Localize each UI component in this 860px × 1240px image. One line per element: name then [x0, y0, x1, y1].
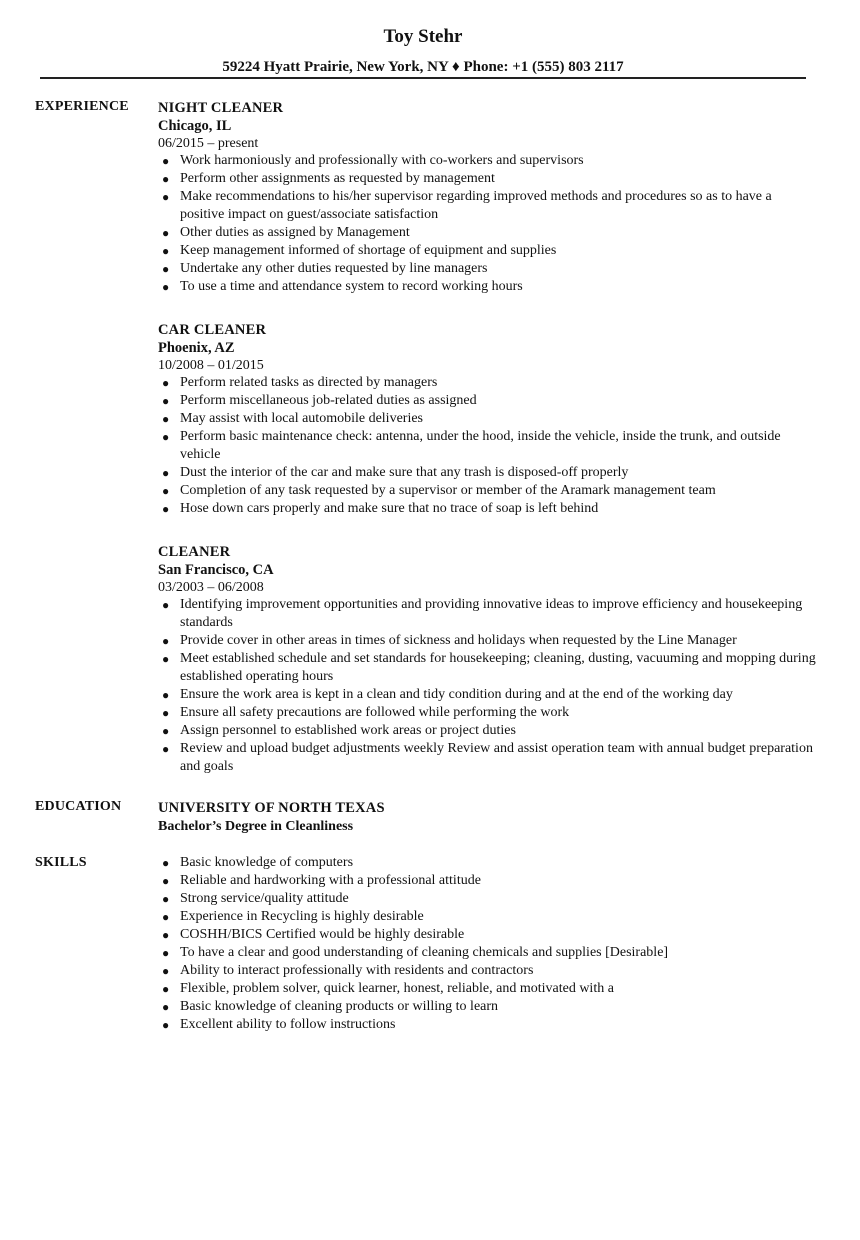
job-duties [158, 374, 818, 518]
list-item: ● Excellent ability to follow instructions [162, 1017, 396, 1032]
list-item: ● Meet established schedule and set standards for housekeeping; cleaning, dusting, vacuuming and mopping during established operating hours [162, 651, 816, 684]
bullet-icon: ● [162, 484, 170, 498]
list-item: ● Keep management informed of shortage of equipment and supplies [162, 243, 557, 258]
list-item: ● Provide cover in other areas in times of sickness and holidays when requested by the Line Manager [162, 633, 737, 648]
list-item: ● Perform miscellaneous job-related duties as assigned [162, 393, 477, 408]
bullet-icon: ● [162, 910, 170, 924]
bullet-icon: ● [162, 946, 170, 960]
job-duties [158, 152, 818, 296]
bullet-icon: ● [162, 892, 170, 906]
bullet-icon: ● [162, 190, 170, 204]
education-section [158, 798, 818, 836]
bullet-icon: ● [162, 652, 170, 666]
list-item: ● Strong service/quality attitude [162, 891, 349, 906]
list-item: ● Experience in Recycling is highly desirable [162, 909, 424, 924]
bullet-icon: ● [162, 172, 170, 186]
list-item: ● Make recommendations to his/her supervisor regarding improved methods and procedures so as to have a positive impact on guest/associate satisfaction [162, 189, 772, 222]
list-item: ● Dust the interior of the car and make sure that any trash is disposed-off properly [162, 465, 629, 480]
skills-heading: SKILLS [35, 855, 87, 870]
list-item: ● To use a time and attendance system to record working hours [162, 279, 523, 294]
list-item: ● Perform related tasks as directed by managers [162, 375, 438, 390]
bullet-icon: ● [162, 244, 170, 258]
candidate-name: Toy Stehr [383, 26, 463, 47]
bullet-icon: ● [162, 412, 170, 426]
bullet-icon: ● [162, 280, 170, 294]
list-item: ● Perform basic maintenance check: antenna, under the hood, inside the vehicle, inside the trunk, and outside vehicle [162, 429, 781, 462]
job-entry [158, 98, 818, 296]
bullet-icon: ● [162, 634, 170, 648]
list-item: ● COSHH/BICS Certified would be highly desirable [162, 927, 465, 942]
list-item: ● To have a clear and good understanding of cleaning chemicals and supplies [Desirable] [162, 945, 669, 960]
bullet-icon: ● [162, 688, 170, 702]
job-title: CAR CLEANER [158, 322, 267, 338]
job-title: NIGHT CLEANER [158, 100, 284, 116]
bullet-icon: ● [162, 502, 170, 516]
list-item: ● May assist with local automobile deliveries [162, 411, 424, 426]
degree: Bachelor’s Degree in Cleanliness [158, 819, 354, 834]
school-name: UNIVERSITY OF NORTH TEXAS [158, 800, 385, 816]
list-item: ● Flexible, problem solver, quick learner, honest, reliable, and motivated with a [162, 981, 614, 996]
job-title: CLEANER [158, 544, 231, 560]
job-location: San Francisco, CA [158, 562, 274, 578]
job-entry [158, 542, 818, 776]
experience-section [158, 98, 818, 800]
job-dates: 03/2003 – 06/2008 [158, 580, 264, 595]
skills-section [158, 854, 818, 1034]
job-dates: 10/2008 – 01/2015 [158, 358, 264, 373]
list-item: ● Completion of any task requested by a supervisor or member of the Aramark management team [162, 483, 716, 498]
list-item: ● Ability to interact professionally with residents and contractors [162, 963, 534, 978]
bullet-icon: ● [162, 226, 170, 240]
bullet-icon: ● [162, 154, 170, 168]
job-dates: 06/2015 – present [158, 136, 259, 151]
job-duties [158, 596, 818, 776]
bullet-icon: ● [162, 742, 170, 756]
diamond-separator-icon: ♦ [452, 59, 460, 75]
experience-heading: EXPERIENCE [35, 99, 129, 114]
list-item: ● Assign personnel to established work areas or project duties [162, 723, 516, 738]
list-item: ● Perform other assignments as requested by management [162, 171, 495, 186]
job-entry [158, 320, 818, 518]
bullet-icon: ● [162, 430, 170, 444]
list-item: ● Identifying improvement opportunities and providing innovative ideas to improve efficiency and housekeeping standards [162, 597, 803, 630]
job-location: Chicago, IL [158, 118, 232, 134]
bullet-icon: ● [162, 262, 170, 276]
bullet-icon: ● [162, 466, 170, 480]
header-divider [40, 77, 806, 79]
bullet-icon: ● [162, 394, 170, 408]
bullet-icon: ● [162, 856, 170, 870]
address: 59224 Hyatt Prairie, New York, NY [222, 59, 449, 75]
contact-line [0, 58, 846, 76]
list-item: ● Ensure all safety precautions are followed while performing the work [162, 705, 570, 720]
list-item: ● Hose down cars properly and make sure that no trace of soap is left behind [162, 501, 599, 516]
education-heading: EDUCATION [35, 799, 122, 814]
list-item: ● Review and upload budget adjustments weekly Review and assist operation team with annual budget preparation and goals [162, 741, 813, 774]
list-item: ● Basic knowledge of computers [162, 855, 354, 870]
bullet-icon: ● [162, 874, 170, 888]
list-item: ● Undertake any other duties requested by line managers [162, 261, 488, 276]
bullet-icon: ● [162, 964, 170, 978]
bullet-icon: ● [162, 706, 170, 720]
list-item: ● Ensure the work area is kept in a clean and tidy condition during and at the end of the working day [162, 687, 733, 702]
bullet-icon: ● [162, 982, 170, 996]
list-item: ● Other duties as assigned by Management [162, 225, 410, 240]
job-location: Phoenix, AZ [158, 340, 235, 356]
bullet-icon: ● [162, 724, 170, 738]
bullet-icon: ● [162, 598, 170, 612]
bullet-icon: ● [162, 1000, 170, 1014]
bullet-icon: ● [162, 928, 170, 942]
bullet-icon: ● [162, 1018, 170, 1032]
skills-list [158, 854, 818, 1034]
phone: Phone: +1 (555) 803 2117 [463, 59, 624, 75]
list-item: ● Basic knowledge of cleaning products or willing to learn [162, 999, 499, 1014]
list-item: ● Reliable and hardworking with a professional attitude [162, 873, 481, 888]
list-item: ● Work harmoniously and professionally with co-workers and supervisors [162, 153, 584, 168]
bullet-icon: ● [162, 376, 170, 390]
